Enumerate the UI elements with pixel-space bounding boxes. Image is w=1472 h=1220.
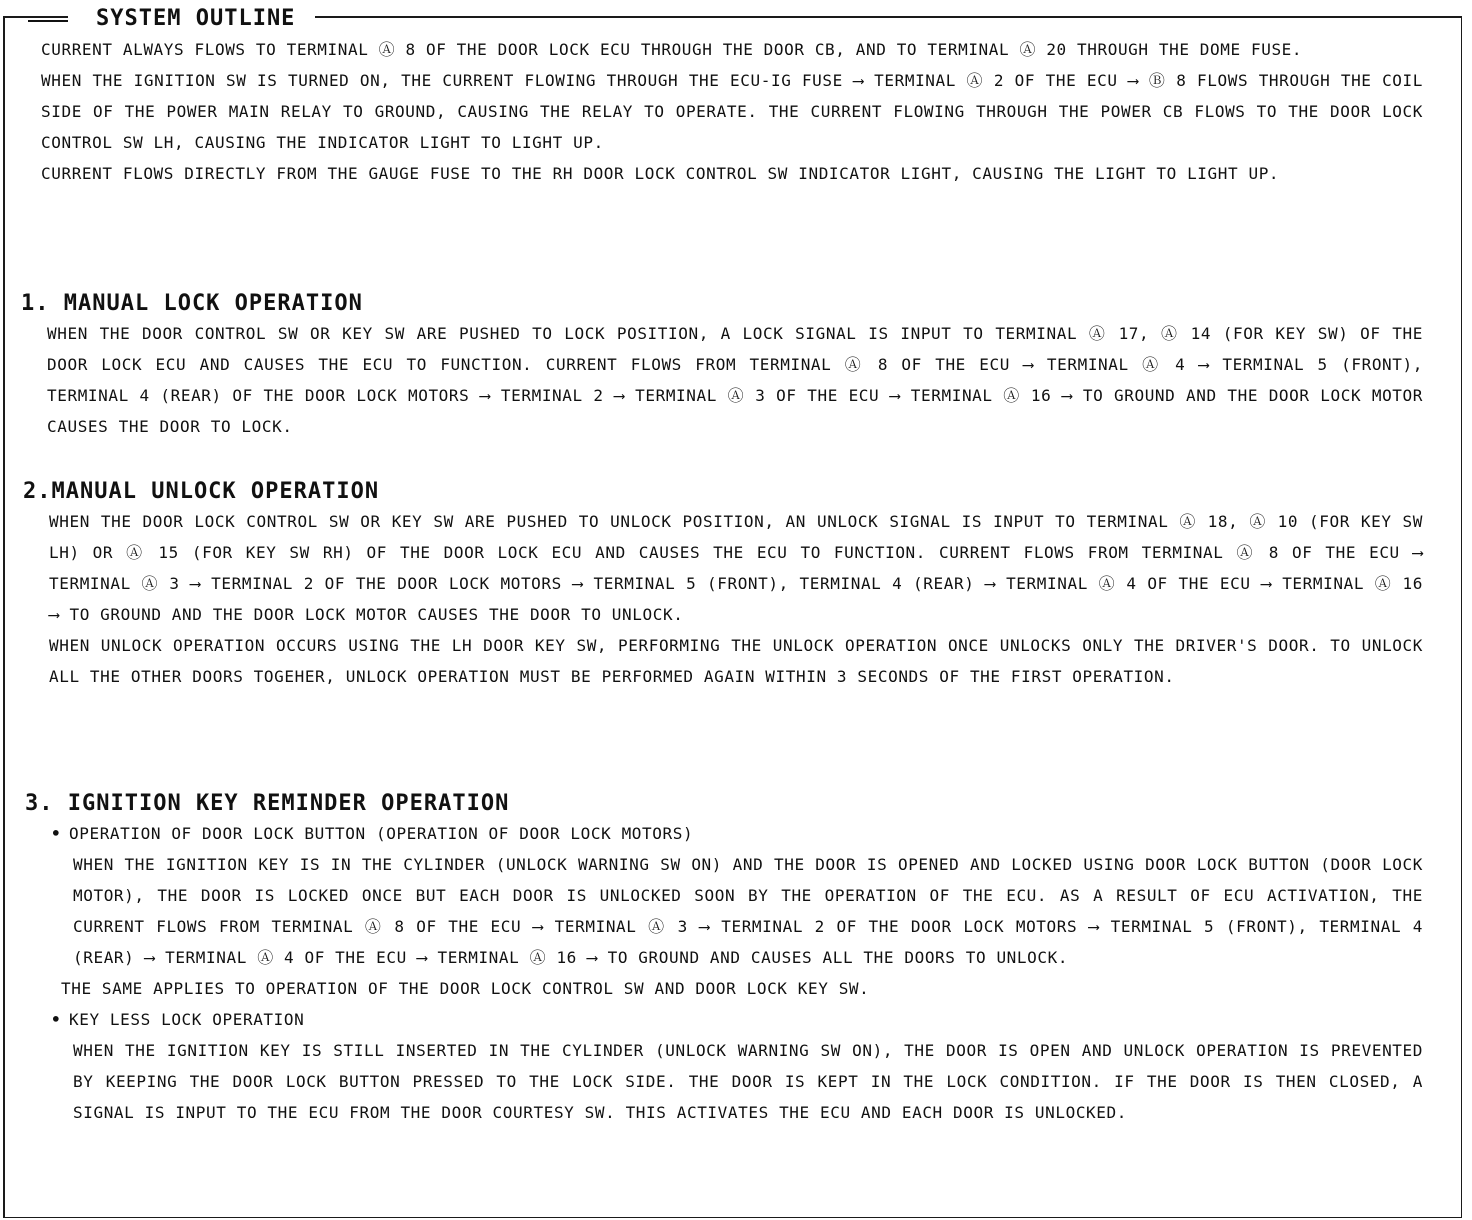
section-paragraph: WHEN UNLOCK OPERATION OCCURS USING THE LH DOOR KEY SW, PERFORMING THE UNLOCK OPERATION ONCE UNLOCKS ONLY THE DRIVER'S DOOR. TO UNLOCK ALL THE OTHER DOORS TOGEHER, UNLOCK OPERATION MUST BE PERFORMED AGAIN WITHIN 3 SECONDS OF THE FIRST OPERATION.	[49, 636, 1423, 686]
list-item-body: WHEN THE IGNITION KEY IS STILL INSERTED IN THE CYLINDER (UNLOCK WARNING SW ON), THE DOOR IS OPEN AND UNLOCK OPERATION IS PREVENTED BY KEEPING THE DOOR LOCK BUTTON PRESSED TO THE LOCK SIDE. THE DOOR IS KEPT IN THE LOCK CONDITION. IF THE DOOR IS THEN CLOSED, A SIGNAL IS INPUT TO THE ECU FROM THE DOOR COURTESY SW. THIS ACTIVATES THE ECU AND EACH DOOR IS UNLOCKED.	[73, 1041, 1423, 1122]
list-item-body: WHEN THE IGNITION KEY IS IN THE CYLINDER (UNLOCK WARNING SW ON) AND THE DOOR IS OPENED AND LOCKED USING DOOR LOCK BUTTON (DOOR LOCK MOTOR), THE DOOR IS LOCKED ONCE BUT EACH DOOR IS UNLOCKED SOON BY THE OPERATION OF THE ECU. AS A RESULT OF ECU ACTIVATION, THE CURRENT FLOWS FROM TERMINAL Ⓐ 8 OF THE ECU ⟶ TERMINAL Ⓐ 3 ⟶ TERMINAL 2 OF THE DOOR LOCK MOTORS ⟶ TERMINAL 5 (FRONT), TERMINAL 4 (REAR) ⟶ TERMINAL Ⓐ 4 OF THE ECU ⟶ TERMINAL Ⓐ 16 ⟶ TO GROUND AND CAUSES ALL THE DOORS TO UNLOCK.	[73, 855, 1423, 967]
section-paragraph: WHEN THE DOOR CONTROL SW OR KEY SW ARE PUSHED TO LOCK POSITION, A LOCK SIGNAL IS INPUT TO TERMINAL Ⓐ 17, Ⓐ 14 (FOR KEY SW) OF THE DOOR LOCK ECU AND CAUSES THE ECU TO FUNCTION. CURRENT FLOWS FROM TERMINAL Ⓐ 8 OF THE ECU ⟶ TERMINAL Ⓐ 4 ⟶ TERMINAL 5 (FRONT), TERMINAL 4 (REAR) OF THE DOOR LOCK MOTORS ⟶ TERMINAL 2 ⟶ TERMINAL Ⓐ 3 OF THE ECU ⟶ TERMINAL Ⓐ 16 ⟶ TO GROUND AND THE DOOR LOCK MOTOR CAUSES THE DOOR TO LOCK.	[47, 324, 1423, 436]
manual-lock-section	[21, 290, 1461, 442]
section-heading: 3. IGNITION KEY REMINDER OPERATION	[25, 791, 510, 816]
same-applies-note: THE SAME APPLIES TO OPERATION OF THE DOOR LOCK CONTROL SW AND DOOR LOCK KEY SW.	[61, 979, 870, 998]
item-title-text: OPERATION OF DOOR LOCK BUTTON (OPERATION OF DOOR LOCK MOTORS)	[69, 824, 694, 843]
outline-paragraph: CURRENT FLOWS DIRECTLY FROM THE GAUGE FUSE TO THE RH DOOR LOCK CONTROL SW INDICATOR LIGHT, CAUSING THE LIGHT TO LIGHT UP.	[41, 164, 1280, 183]
manual-unlock-section	[23, 478, 1461, 692]
section-paragraph: WHEN THE DOOR LOCK CONTROL SW OR KEY SW ARE PUSHED TO UNLOCK POSITION, AN UNLOCK SIGNAL IS INPUT TO TERMINAL Ⓐ 18, Ⓐ 10 (FOR KEY SW LH) OR Ⓐ 15 (FOR KEY SW RH) OF THE DOOR LOCK ECU AND CAUSES THE ECU TO FUNCTION. CURRENT FLOWS FROM TERMINAL Ⓐ 8 OF THE ECU ⟶ TERMINAL Ⓐ 3 ⟶ TERMINAL 2 OF THE DOOR LOCK MOTORS ⟶ TERMINAL 5 (FRONT), TERMINAL 4 (REAR) ⟶ TERMINAL Ⓐ 4 OF THE ECU ⟶ TERMINAL Ⓐ 16 ⟶ TO GROUND AND THE DOOR LOCK MOTOR CAUSES THE DOOR TO UNLOCK.	[49, 512, 1423, 624]
outline-paragraph: CURRENT ALWAYS FLOWS TO TERMINAL Ⓐ 8 OF THE DOOR LOCK ECU THROUGH THE DOOR CB, AND TO TERMINAL Ⓐ 20 THROUGH THE DOME FUSE.	[41, 40, 1303, 59]
page-title: SYSTEM OUTLINE	[68, 6, 315, 31]
list-item-title	[51, 1004, 1461, 1035]
item-title-text: KEY LESS LOCK OPERATION	[69, 1010, 305, 1029]
system-outline-section	[41, 34, 1461, 189]
bullet-icon: •	[51, 824, 62, 843]
outline-paragraph: WHEN THE IGNITION SW IS TURNED ON, THE CURRENT FLOWING THROUGH THE ECU-IG FUSE ⟶ TERMINAL Ⓐ 2 OF THE ECU ⟶ Ⓑ 8 FLOWS THROUGH THE COIL SIDE OF THE POWER MAIN RELAY TO GROUND, CAUSING THE RELAY TO OPERATE. THE CURRENT FLOWING THROUGH THE POWER CB FLOWS TO THE DOOR LOCK CONTROL SW LH, CAUSING THE INDICATOR LIGHT TO LIGHT UP.	[41, 71, 1423, 152]
section-heading: 2.MANUAL UNLOCK OPERATION	[23, 479, 380, 504]
ignition-reminder-section	[25, 790, 1461, 1128]
bullet-icon: •	[51, 1010, 62, 1029]
document-frame	[3, 16, 1462, 1218]
list-item-title	[51, 818, 1461, 849]
section-heading: 1. MANUAL LOCK OPERATION	[21, 291, 363, 316]
